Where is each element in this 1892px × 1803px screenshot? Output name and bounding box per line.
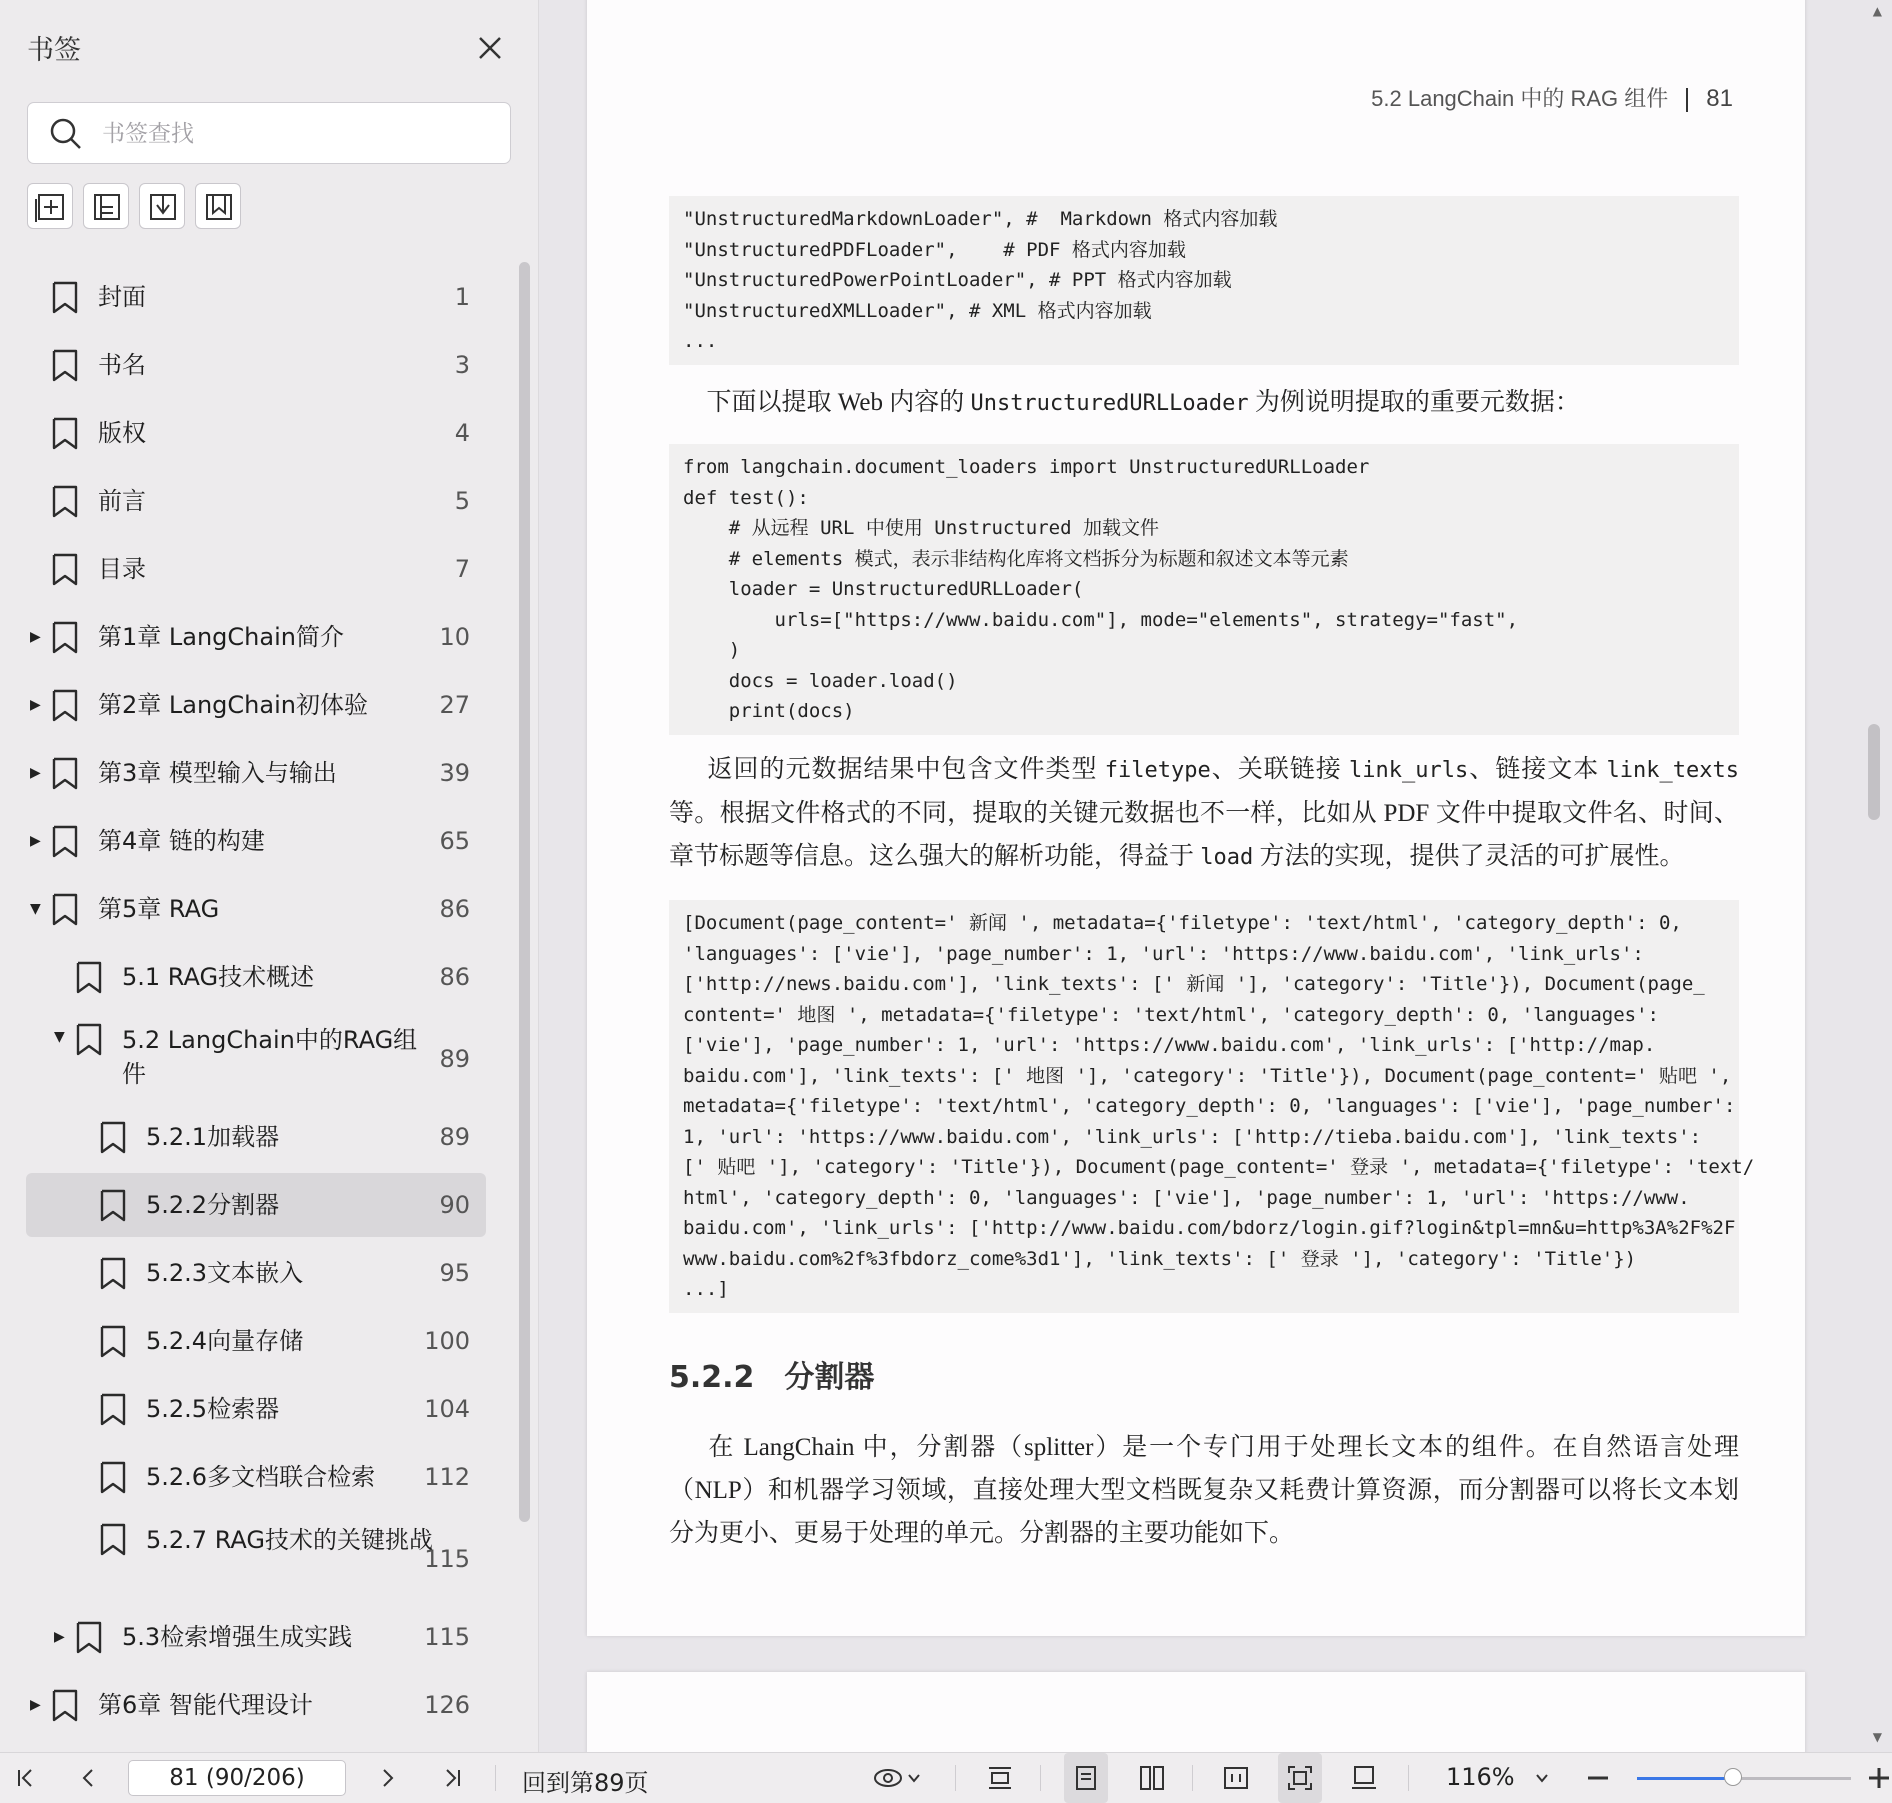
fit-width-button[interactable] xyxy=(1214,1753,1258,1803)
bookmark-page-number: 126 xyxy=(424,1691,470,1719)
running-header-title: 5.2 LangChain 中的 RAG 组件 xyxy=(1371,86,1669,111)
code-line: [' 贴吧 '], 'category': 'Title'}), Document(page_content=' 登录 ', metadata={'filetype': 'text/ xyxy=(683,1156,1755,1178)
bookmark-icon xyxy=(74,961,104,995)
code-line: print(docs) xyxy=(683,700,855,722)
bookmark-label: 5.2 LangChain中的RAG组件 xyxy=(122,1026,418,1088)
expand-all-icon xyxy=(91,191,123,223)
bookmark-item[interactable] xyxy=(26,1241,486,1305)
code-line: html', 'category_depth': 0, 'languages': ['vie'], 'page_number': 1, 'url': 'https://www. xyxy=(683,1186,1690,1209)
continuous-scroll-icon xyxy=(986,1764,1014,1792)
bookmark-label: 版权 xyxy=(98,419,146,447)
bookmark-item[interactable] xyxy=(26,877,486,941)
paragraph-text: 返回的元数据结果中包含文件类型 xyxy=(706,756,1105,783)
bookmark-panel-title: 书签 xyxy=(27,35,81,66)
plus-icon xyxy=(1867,1766,1891,1790)
bookmark-label: 5.1 RAG技术概述 xyxy=(122,963,315,991)
bookmark-page-number: 27 xyxy=(439,691,470,719)
paragraph-text: 、链接文本 xyxy=(1468,756,1607,783)
last-page-icon xyxy=(440,1766,464,1790)
last-page-button[interactable] xyxy=(434,1753,470,1803)
code-line: ... xyxy=(683,330,718,352)
chevron-left-icon xyxy=(76,1766,100,1790)
bookmark-item[interactable] xyxy=(26,537,486,601)
bookmark-icon xyxy=(50,621,80,655)
expand-arrow-down-icon[interactable]: ▼ xyxy=(30,901,41,917)
paragraph-text: 、关联链接 xyxy=(1210,756,1350,783)
code-line: def test(): xyxy=(683,486,809,509)
bookmark-item[interactable] xyxy=(26,1309,486,1373)
bookmark-page-number: 4 xyxy=(454,419,470,447)
bookmark-item[interactable] xyxy=(26,1173,486,1237)
bookmark-scrollbar[interactable] xyxy=(519,262,530,1522)
bookmark-item[interactable] xyxy=(26,673,486,737)
code-line: metadata={'filetype': 'text/html', 'category_depth': 0, 'languages': ['vie'], 'page_number': xyxy=(683,1095,1736,1117)
bookmark-icon xyxy=(50,689,80,723)
minus-icon xyxy=(1586,1766,1610,1790)
code-line: content=' 地图 ', metadata={'filetype': 'text/html', 'category_depth': 0, 'languages': xyxy=(683,1003,1659,1026)
continuous-scroll-button[interactable] xyxy=(980,1753,1020,1803)
page-number-field[interactable]: 81 (90/206) xyxy=(128,1760,346,1796)
expand-arrow-right-icon[interactable]: ▶ xyxy=(30,697,41,713)
bookmark-item[interactable] xyxy=(26,945,486,1009)
bookmark-item[interactable] xyxy=(26,1513,486,1605)
bookmark-item[interactable] xyxy=(26,1605,486,1669)
bookmark-item[interactable] xyxy=(26,401,486,465)
bookmark-label: 第5章 RAG xyxy=(98,895,220,923)
paragraph-text: 在 LangChain 中，分割器（splitter）是一个专门用于处理长文本的组件。在自然语言处理（NLP）和机器学习领域，直接处理大型文档既复杂又耗费计算资源，而分割器可以将长文本划分为更小、更易于处理的单元。分割器的主要功能如下。 xyxy=(669,1434,1739,1547)
code-line: 'languages': ['vie'], 'page_number': 1, 'url': 'https://www.baidu.com', 'link_urls': xyxy=(683,942,1644,965)
two-page-button[interactable] xyxy=(1130,1753,1174,1803)
code-line: ['vie'], 'page_number': 1, 'url': 'https://www.baidu.com', 'link_urls': ['http://map. xyxy=(683,1034,1656,1056)
code-line: baidu.com'], 'link_texts': [' 地图 '], 'category': 'Title'}), Document(page_content=' 贴吧 ', xyxy=(683,1064,1732,1087)
bookmark-label: 5.2.7 RAG技术的关键挑战 xyxy=(146,1526,433,1554)
bookmark-icon xyxy=(98,1461,128,1495)
collapse-all-button[interactable] xyxy=(139,183,185,229)
rotate-page-button[interactable] xyxy=(1342,1753,1386,1803)
bookmark-page-number: 112 xyxy=(424,1463,470,1491)
bookmark-label: 第3章 模型输入与输出 xyxy=(98,759,337,787)
bookmark-item[interactable] xyxy=(26,1377,486,1441)
paragraph xyxy=(669,381,1739,425)
document-scrollbar-thumb[interactable] xyxy=(1868,724,1880,820)
bookmark-label: 目录 xyxy=(98,555,146,583)
bookmark-panel xyxy=(0,0,539,1752)
code-line: ...] xyxy=(683,1278,729,1300)
bookmark-label: 前言 xyxy=(98,487,146,515)
code-line: ) xyxy=(683,639,741,661)
bookmark-page-number: 115 xyxy=(424,1623,470,1651)
scroll-down-icon[interactable]: ▼ xyxy=(1872,1730,1882,1744)
bookmark-icon xyxy=(98,1189,128,1223)
code-block xyxy=(669,444,1739,735)
eye-icon xyxy=(873,1766,907,1790)
page-number: 81 xyxy=(1706,85,1733,112)
bookmark-current-button[interactable] xyxy=(195,183,241,229)
bookmark-label: 封面 xyxy=(98,283,146,311)
bookmark-item[interactable] xyxy=(26,1673,486,1737)
first-page-icon xyxy=(14,1766,38,1790)
chevron-right-icon xyxy=(376,1766,400,1790)
bookmark-icon xyxy=(203,191,235,223)
inline-code: filetype xyxy=(1104,758,1211,783)
bookmark-icon xyxy=(98,1121,128,1155)
bookmark-item[interactable] xyxy=(26,1013,486,1105)
bookmark-page-number: 115 xyxy=(424,1545,470,1573)
bookmark-page-number: 104 xyxy=(424,1395,470,1423)
code-line: # 从远程 URL 中使用 Unstructured 加载文件 xyxy=(683,517,1159,539)
code-line: www.baidu.com%2f%3fbdorz_come%3d1'], 'link_texts': [' 登录 '], 'category': 'Title'}) xyxy=(683,1247,1637,1270)
bookmark-icon xyxy=(50,553,80,587)
document-view xyxy=(539,0,1892,1752)
bookmark-page-number: 89 xyxy=(439,1123,470,1151)
code-line: 1, 'url': 'https://www.baidu.com', 'link_urls': ['http://tieba.baidu.com'], 'link_texts': xyxy=(683,1125,1702,1148)
single-page-button[interactable] xyxy=(1064,1753,1108,1803)
first-page-button[interactable] xyxy=(8,1753,44,1803)
single-page-icon xyxy=(1072,1764,1100,1792)
bookmark-page-number: 1 xyxy=(454,283,470,311)
expand-arrow-right-icon[interactable]: ▶ xyxy=(30,833,41,849)
bookmark-label: 5.2.4向量存储 xyxy=(146,1327,304,1355)
bookmark-icon xyxy=(50,485,80,519)
bookmark-page-number: 39 xyxy=(439,759,470,787)
zoom-slider-handle[interactable] xyxy=(1724,1768,1742,1786)
code-block xyxy=(669,196,1739,365)
bookmark-label: 5.3检索增强生成实践 xyxy=(122,1623,353,1651)
expand-arrow-right-icon[interactable]: ▶ xyxy=(30,1697,41,1713)
code-line: baidu.com', 'link_urls': ['http://www.baidu.com/bdorz/login.gif?login&tpl=mn&u=http%3A%2F%2F xyxy=(683,1217,1736,1239)
bookmark-label: 5.2.6多文档联合检索 xyxy=(146,1463,376,1491)
bookmark-icon xyxy=(98,1393,128,1427)
code-line: "UnstructuredXMLLoader", # XML 格式内容加载 xyxy=(683,299,1152,322)
add-bookmark-button[interactable] xyxy=(27,183,73,229)
paragraph xyxy=(669,748,1739,879)
bookmark-item[interactable] xyxy=(26,809,486,873)
bookmark-item[interactable] xyxy=(26,469,486,533)
bookmark-icon xyxy=(50,1689,80,1723)
code-block xyxy=(669,900,1755,1313)
code-line: from langchain.document_loaders import UnstructuredURLLoader xyxy=(683,456,1370,478)
code-line: [Document(page_content=' 新闻 ', metadata={'filetype': 'text/html', 'category_depth': 0, xyxy=(683,912,1682,934)
bookmark-icon xyxy=(98,1257,128,1291)
bookmark-label: 5.2.2分割器 xyxy=(146,1191,280,1219)
bookmark-page-number: 86 xyxy=(439,895,470,923)
expand-arrow-right-icon[interactable]: ▶ xyxy=(54,1629,65,1645)
fit-width-icon xyxy=(1222,1764,1250,1792)
scroll-up-icon[interactable]: ▲ xyxy=(1872,4,1882,18)
bookmark-label: 第1章 LangChain简介 xyxy=(98,623,344,651)
code-line: "UnstructuredPDFLoader", # PDF 格式内容加载 xyxy=(683,238,1186,261)
two-page-icon xyxy=(1138,1764,1166,1792)
bookmark-page-number: 90 xyxy=(439,1191,470,1219)
collapse-all-icon xyxy=(147,191,179,223)
search-icon xyxy=(48,116,84,152)
next-page-button[interactable] xyxy=(370,1753,406,1803)
fit-page-button[interactable] xyxy=(1278,1753,1322,1803)
bookmark-icon xyxy=(98,1523,128,1557)
bookmark-icon xyxy=(50,757,80,791)
zoom-out-button[interactable] xyxy=(1582,1753,1614,1803)
expand-arrow-right-icon[interactable]: ▶ xyxy=(30,765,41,781)
bookmark-icon xyxy=(50,825,80,859)
bookmark-page-number: 65 xyxy=(439,827,470,855)
chevron-down-icon xyxy=(1535,1771,1549,1785)
zoom-slider-fill xyxy=(1637,1777,1733,1780)
bookmark-search-input[interactable] xyxy=(100,113,494,155)
paragraph-text: 等。根据文件格式的不同，提取的关键元数据也不一样，比如从 PDF 文件中提取文件名、时间、章节标题等信息。这么强大的解析功能，得益于 xyxy=(669,800,1739,870)
inline-code: link_urls xyxy=(1349,758,1469,783)
bookmark-icon xyxy=(50,281,80,315)
code-line: loader = UnstructuredURLLoader( xyxy=(683,578,1084,600)
bookmark-label: 第4章 链的构建 xyxy=(98,827,265,855)
expand-arrow-down-icon[interactable]: ▼ xyxy=(54,1029,65,1045)
section-heading: 5.2.2 分割器 xyxy=(669,1360,875,1395)
chevron-down-icon xyxy=(907,1771,921,1785)
bookmark-item[interactable] xyxy=(26,1105,486,1169)
inline-code: load xyxy=(1200,845,1254,870)
close-panel-button[interactable] xyxy=(472,30,508,66)
bookmark-icon xyxy=(74,1023,104,1057)
bookmark-page-number: 89 xyxy=(439,1045,470,1073)
code-line: docs = loader.load() xyxy=(683,669,958,692)
expand-all-button[interactable] xyxy=(83,183,129,229)
fit-page-icon xyxy=(1286,1764,1314,1792)
bookmark-icon xyxy=(98,1325,128,1359)
code-line: urls=["https://www.baidu.com"], mode="elements", strategy="fast", xyxy=(683,608,1519,631)
bookmark-page-number: 100 xyxy=(424,1327,470,1355)
previous-page-button[interactable] xyxy=(70,1753,106,1803)
close-icon xyxy=(472,30,508,66)
bookmark-label: 5.2.5检索器 xyxy=(146,1395,280,1423)
inline-code: link_texts xyxy=(1606,758,1739,783)
bookmark-page-number: 10 xyxy=(439,623,470,651)
paragraph-text: 为例说明提取的重要元数据： xyxy=(1248,389,1580,416)
running-header xyxy=(1371,82,1733,113)
paragraph-text: 下面以提取 Web 内容的 xyxy=(706,389,971,416)
bookmark-page-number: 86 xyxy=(439,963,470,991)
code-line: # elements 模式，表示非结构化库将文档拆分为标题和叙述文本等元素 xyxy=(683,547,1349,570)
add-bookmark-icon xyxy=(35,191,67,223)
zoom-dropdown[interactable] xyxy=(1530,1753,1554,1803)
page-layout-icon xyxy=(1350,1764,1378,1792)
view-mode-dropdown[interactable] xyxy=(866,1753,928,1803)
paragraph-text: 方法的实现，提供了灵活的可扩展性。 xyxy=(1253,843,1685,870)
bookmark-item[interactable] xyxy=(26,741,486,805)
bookmark-page-number: 95 xyxy=(439,1259,470,1287)
document-page xyxy=(587,0,1805,1636)
paragraph xyxy=(669,1426,1739,1555)
bookmark-icon xyxy=(50,417,80,451)
zoom-slider[interactable] xyxy=(1637,1777,1851,1780)
zoom-in-button[interactable] xyxy=(1866,1753,1892,1803)
bookmark-icon xyxy=(50,349,80,383)
bookmark-label: 5.2.3文本嵌入 xyxy=(146,1259,304,1287)
bookmark-page-number: 3 xyxy=(454,351,470,379)
bookmark-icon xyxy=(74,1621,104,1655)
bookmark-item[interactable] xyxy=(26,605,486,669)
code-line: "UnstructuredPowerPointLoader", # PPT 格式内容加载 xyxy=(683,269,1232,291)
bottom-toolbar xyxy=(0,1752,1892,1803)
zoom-level-value[interactable]: 116% xyxy=(1446,1763,1515,1791)
bookmark-label: 5.2.1加载器 xyxy=(146,1123,280,1151)
go-back-page-link[interactable]: 回到第89页 xyxy=(522,1769,649,1797)
bookmark-item[interactable] xyxy=(26,333,486,397)
bookmark-label: 第2章 LangChain初体验 xyxy=(98,691,368,719)
bookmark-search-box[interactable] xyxy=(27,102,511,164)
bookmark-label: 第6章 智能代理设计 xyxy=(98,1691,313,1719)
bookmark-page-number: 7 xyxy=(454,555,470,583)
code-line: "UnstructuredMarkdownLoader", # Markdown 格式内容加载 xyxy=(683,208,1278,230)
inline-code: UnstructuredURLLoader xyxy=(970,391,1249,416)
bookmark-icon xyxy=(50,893,80,927)
bookmark-label: 书名 xyxy=(98,351,146,379)
bookmark-item[interactable] xyxy=(26,265,486,329)
code-line: ['http://news.baidu.com'], 'link_texts': [' 新闻 '], 'category': 'Title'}), Document(page_ xyxy=(683,973,1705,995)
bookmark-page-number: 5 xyxy=(454,487,470,515)
bookmark-item[interactable] xyxy=(26,1445,486,1509)
expand-arrow-right-icon[interactable]: ▶ xyxy=(30,629,41,645)
